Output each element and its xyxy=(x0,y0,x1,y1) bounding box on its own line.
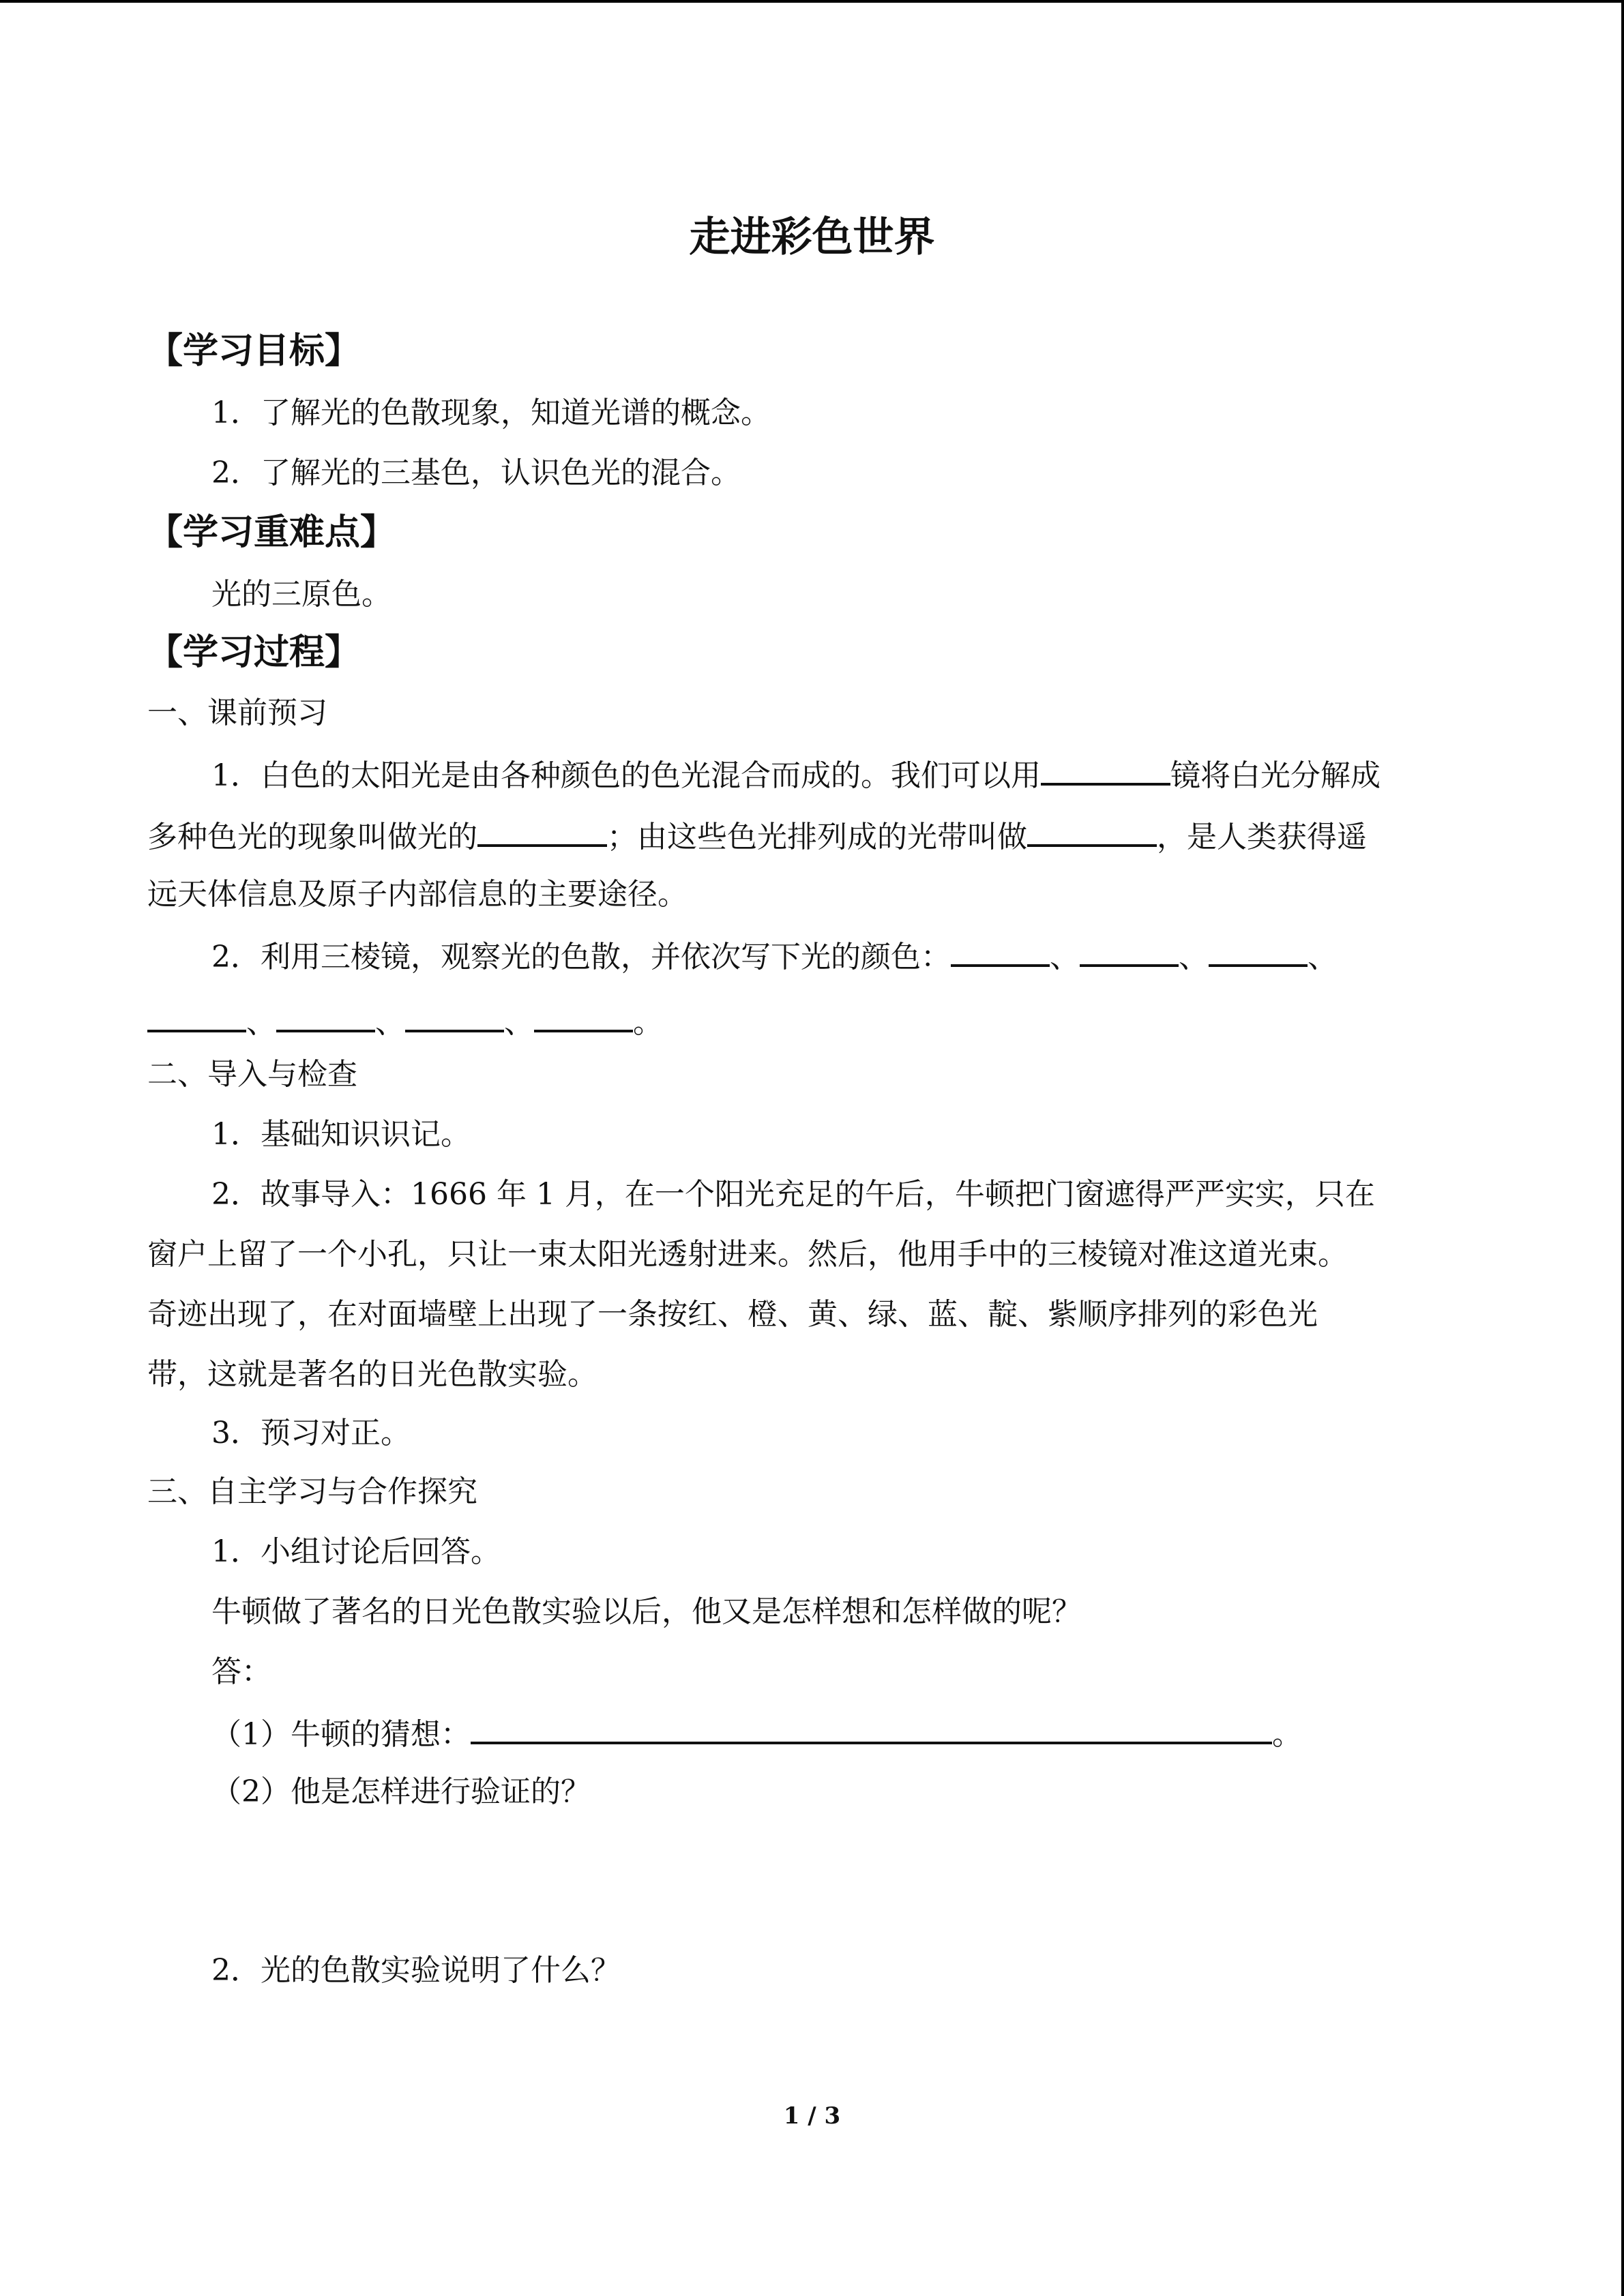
s3-item2: 2．光的色散实验说明了什么？ xyxy=(211,1953,621,1988)
color-blank-4[interactable] xyxy=(147,1000,246,1032)
separator: 、 xyxy=(504,1005,534,1040)
s1-q1-text-d: ；由这些色光排列成的光带叫做 xyxy=(607,820,1027,854)
s3-answer-label: 答： xyxy=(211,1654,271,1689)
period: 。 xyxy=(633,1005,663,1040)
section3-title: 三、自主学习与合作探究 xyxy=(147,1474,477,1509)
s1-q1-text-b: 镜将白光分解成 xyxy=(1170,758,1381,793)
s1-q2-line1 xyxy=(211,934,1338,978)
page-right-border xyxy=(1621,0,1624,2296)
s2-item1: 1．基础知识识记。 xyxy=(211,1117,471,1152)
s2-story-line3: 奇迹出现了，在对面墙壁上出现了一条按红、橙、黄、绿、蓝、靛、紫顺序排列的彩色光 xyxy=(147,1297,1318,1332)
heading-key-points: 【学习重难点】 xyxy=(147,512,396,553)
answer-blank-dispersion[interactable] xyxy=(477,814,607,847)
separator: 、 xyxy=(246,1005,276,1040)
objective-2: 2．了解光的三基色，认识色光的混合。 xyxy=(211,456,741,490)
section1-title: 一、课前预习 xyxy=(147,696,327,730)
page-title: 走进彩色世界 xyxy=(689,213,935,261)
color-blank-3[interactable] xyxy=(1209,934,1308,967)
s1-q1-line2 xyxy=(147,814,1367,858)
s1-q2-line2 xyxy=(147,1000,663,1043)
s1-q2-text-a: 2．利用三棱镜，观察光的色散，并依次写下光的颜色： xyxy=(211,940,951,974)
s1-q1-text-a: 1．白色的太阳光是由各种颜色的色光混合而成的。我们可以用 xyxy=(211,758,1041,793)
objective-1: 1．了解光的色散现象，知道光谱的概念。 xyxy=(211,396,771,430)
heading-process: 【学习过程】 xyxy=(147,632,361,673)
s1-q1-text-e: ，是人类获得遥 xyxy=(1157,820,1367,854)
s3-sub1-end: 。 xyxy=(1272,1717,1302,1752)
answer-blank-spectrum[interactable] xyxy=(1027,814,1157,847)
s1-q1-line1 xyxy=(211,753,1381,796)
section2-title: 二、导入与检查 xyxy=(147,1057,357,1092)
s3-sub1-label: （1）牛顿的猜想： xyxy=(211,1717,471,1752)
color-blank-1[interactable] xyxy=(951,934,1050,967)
s3-question: 牛顿做了著名的日光色散实验以后，他又是怎样想和怎样做的呢？ xyxy=(211,1594,1082,1629)
separator: 、 xyxy=(1308,940,1338,974)
s1-q1-line3: 远天体信息及原子内部信息的主要途径。 xyxy=(147,877,688,912)
s1-q1-text-c: 多种色光的现象叫做光的 xyxy=(147,820,477,854)
separator: 、 xyxy=(1179,940,1209,974)
separator: 、 xyxy=(1050,940,1080,974)
answer-blank-guess[interactable] xyxy=(471,1712,1272,1744)
key-points-text: 光的三原色。 xyxy=(211,577,392,612)
page-top-border xyxy=(0,0,1624,3)
color-blank-6[interactable] xyxy=(405,1000,504,1032)
color-blank-7[interactable] xyxy=(534,1000,633,1032)
s3-sub2: （2）他是怎样进行验证的？ xyxy=(211,1774,591,1809)
s3-item1: 1．小组讨论后回答。 xyxy=(211,1534,501,1569)
s2-item3: 3．预习对正。 xyxy=(211,1416,411,1450)
s2-story-line4: 带，这就是著名的日光色散实验。 xyxy=(147,1357,597,1392)
s2-story-line2: 窗户上留了一个小孔，只让一束太阳光透射进来。然后，他用手中的三棱镜对准这道光束。 xyxy=(147,1237,1348,1272)
color-blank-2[interactable] xyxy=(1080,934,1179,967)
separator: 、 xyxy=(375,1005,405,1040)
page-number: 1 / 3 xyxy=(783,2102,841,2130)
answer-blank-prism[interactable] xyxy=(1041,753,1170,786)
s3-sub1-line xyxy=(211,1712,1302,1755)
s2-story-line1: 2．故事导入：1666 年 1 月，在一个阳光充足的午后，牛顿把门窗遮得严严实实，只在 xyxy=(211,1177,1375,1212)
heading-objectives: 【学习目标】 xyxy=(147,331,361,372)
color-blank-5[interactable] xyxy=(276,1000,375,1032)
